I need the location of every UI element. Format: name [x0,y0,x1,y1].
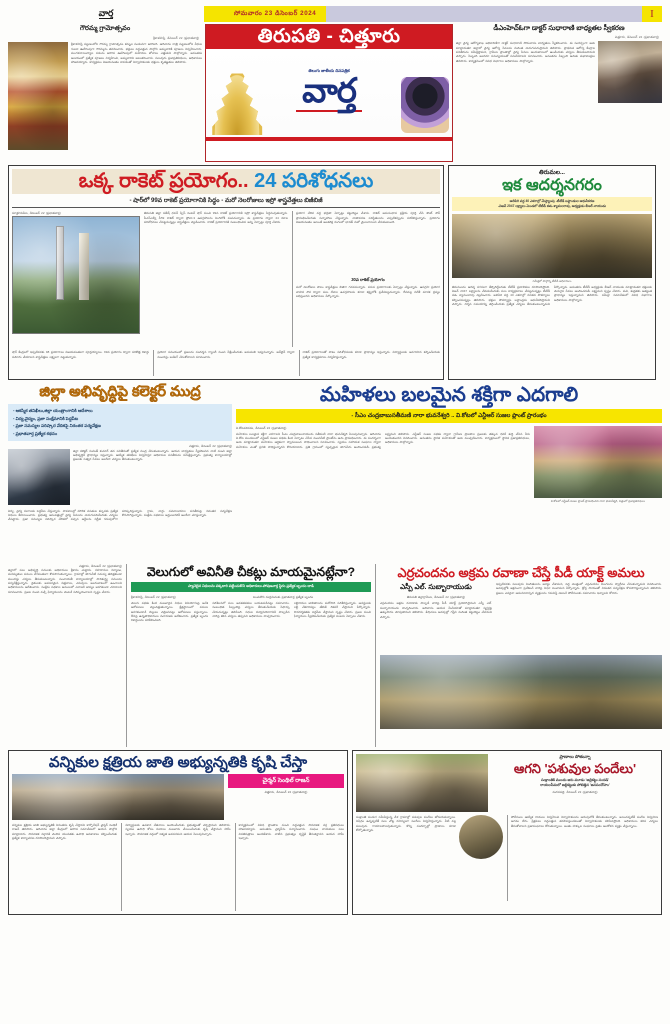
velugu-dateline-right: పెంచుకొని రంధ్రమినుకు ప్రభాతవార్త ప్రత్యేక బృందం [253,594,314,599]
collector-story [8,383,232,560]
rocket-col2: ప్రయోగ వేదిక వద్ద భద్రతా ఏర్పాట్లు కట్టుదిట్టం చేశారు. రాకెట్ అనుసంధాన ప్రక్రియ పూర్తి చేసి కౌంట్ డౌన్ ప్రారంభించేందుకు సన్నాహాలు చేస్తున్నారు. వాతావరణ పరిస్థితులను ఎప్పటికప్పుడు పరిశీలిస్తున్నారు. ప్రయోగం విజయవంతం అయితే అంతరిక్ష రంగంలో భారత్ మరో మైలురాయిని చేరుకుంటుంది. [296,211,440,225]
masthead-wordmark: వార్త [296,74,362,112]
rocket-bottom-col2: ప్రయోగ సమయంలో ప్రజలను సందర్శన గ్యాలరీ నుంచి వీక్షించేందుకు అనుమతి ఇవ్వనున్నారు. ఆన్‌లైన్ ద్వారా ముందస్తు బుకింగ్ చేసుకోవాలని సూచించారు. [153,350,294,376]
mahila-story [236,383,662,560]
top-left-dateline: శ్రీకాళహస్తి, డిసెంబర్ 22 (ప్రభాతవార్త) [153,36,200,40]
rocket-story [8,165,444,380]
section-bottom [8,750,662,915]
velugu-col2: పరిశీలనలో పలు అవకతవకలు బయటపడినట్లు సమాచారం. సంబంధిత సిబ్బందిపై చర్యలు తీసుకునేందుకు సిఫార్సు చేయనున్నట్లు తెలిసింది. నిధుల దుర్వినియోగానికి పాల్పడిన వారిపై కఠిన చర్యలు తప్పవని అధికారులు హెచ్చరించారు. [212,601,290,619]
jallikattu-crowd-photo [356,754,488,812]
collector-bullet-4: - ప్రభాతవార్త ప్రత్యేక కథనం [13,431,58,437]
aagani-col1: సంక్రాంతి పండుగ సమీపిస్తున్న వేళ గ్రామాల్లో పశువుల పందేలు జోరందుకున్నాయి. నిషేధం ఉన్నప్పటికీ పలు చోట్ల రహస్యంగా పందేలు నిర్వహిస్తున్నారు. వీటి వల్ల పలువురు గాయాలపాలవుతున్నారు. కొన్ని సందర్భాల్లో ప్రాణాలు కూడా కోల్పోతున్నారు. [356,815,456,833]
top-right-headline: డీఎంహెచ్ఓగా డాక్టర్ సుధారాణి బాధ్యతల స్వీకరణ [493,25,625,32]
tirumala-body: తిరుమలను ఆదర్శ నగరంగా తీర్చిదిద్దేందుకు టీటీడీ ప్రణాళికలు రూపొందిస్తోంది. విజన్ 2047 లక్ష్యాలను చేరుకునేందుకు పలు కార్యక్రమాలు చేపట్టనున్నట్లు టీటీడీ ఈఓ శ్యామలరావు వెల్లడించారు. అలిపిరి వద్ద 40 ఎకరాల్లో నూతన సౌకర్యాలు కల్పించనున్నట్లు తెలిపారు. భక్తుల సౌకర్యార్థం బస్టాండ్లను ఆధునీకరిస్తామని చెప్పారు. దర్శన సమయాన్ని తగ్గించేందుకు ప్రత్యేక చర్యలు తీసుకుంటున్నామని పేర్కొన్నారు. అనంతరం టీటీడీ అధ్యక్షుడు బీఆర్ నాయుడు మాట్లాడుతూ భక్తులకు మెరుగైన సేవలు అందించడమే లక్ష్యమని స్పష్టం చేశారు. శుచి, శుభ్రతకు అత్యంత ప్రాధాన్యం ఇస్తున్నామని తెలిపారు. సమీక్షా సమావేశంలో వివిధ విభాగాల అధికారులు పాల్గొన్నారు. [452,284,652,307]
sujala-plant-inauguration-photo [534,426,662,498]
small-masthead [8,6,204,22]
date-text: సోమవారం 23 డిసెంబర్ 2024 [234,10,317,17]
velugu-col3: లబ్ధిదారుల జాబితాలను మరోసారి పరిశీలిస్తున్నారు. అనర్హులకు లబ్ధి చేకూరినట్లు తేలితే రికవరీ చేస్తామని పేర్కొన్నారు. పారదర్శకతకు పెద్దపీట వేస్తామని స్పష్టం చేశారు. ప్రజల నుంచి ఫిర్యాదులు స్వీకరించేందుకు ప్రత్యేక నంబరు ఏర్పాటు చేశారు. [293,601,371,619]
collector-dateline: చిత్తూరు, డిసెంబర్ 22 (ప్రభాతవార్త) [189,444,232,449]
top-strip [8,6,662,22]
collector-bullet-1: - ఆకస్మిక తనిఖీలు,జిల్లా యంత్రాంగానికి ఆదేశాలు [13,407,93,413]
aagani-story [352,750,662,915]
tirumala-story [448,165,656,380]
vanni-col2: విద్యార్థులకు ఉపకార వేతనాలు అందించేందుకు ప్రభుత్వంతో చర్చిస్తామని తెలిపారు. స్వయం ఉపాధి కోసం రుణాలు మంజూరు చేయించేందుకు కృషి చేస్తామని హామీ ఇచ్చారు. సామాజిక వర్గంలో ఐక్యత అవసరమని ఆయన పిలుపునిచ్చారు. [121,823,230,911]
vanni-dateline: చిత్తూరు, డిసెంబర్ 22 (ప్రభాతవార్త) [264,789,308,794]
erra-col2: ఇప్పటివరకు పలువురు నిందితులను అరెస్టు చేశామని, పెద్ద మొత్తంలో ఎర్రచందనం దుంగలను స్వాధీనం చేసుకున్నామని వివరించారు. అడవుల్లోకి అక్రమంగా ప్రవేశించే వారిపై నిఘా పెంచామని పేర్కొన్నారు. డ్రోన్ల సాయంతో నిరంతర పర్యవేక్షణ కొనసాగిస్తున్నామని తెలిపారు. ప్రజలు ఎవరైనా అనుమానాస్పద వ్యక్తులను గమనిస్తే వెంటనే పోలీసులకు సమాచారం ఇవ్వాలని కోరారు. [496,582,662,595]
rocket-dateline: సూళ్లూరుపేట, డిసెంబర్ 22 (ప్రభాతవార్త) [12,211,61,216]
rocket-col1: తిరుపతి జిల్లా సతీష్ ధవన్ స్పేస్ సెంటర్ షార్ నుంచి 99వ రాకెట్ ప్రయోగానికి ఇస్రో శాస్త్రవేత్తలు సిద్ధమవుతున్నారు. పీఎస్ఎల్వీ సీ59 రాకెట్ ద్వారా ప్రోబా-3 ఉపగ్రహాలను నింగిలోకి పంపనున్నారు. ఈ ప్రయోగం ద్వారా 24 రకాల పరిశోధనలు చేపట్టనున్నట్లు శాస్త్రవేత్తలు వెల్లడించారు. రాకెట్ ప్రయోగానికి సంబంధించిన అన్ని ఏర్పాట్లు పూర్తి చేశారు. [144,211,288,225]
launch-tower-shape [56,226,64,300]
date-bar-spacer [326,6,642,22]
mahila-banner: - సీఎం చంద్రబాబుసతీమణి నారా భువనేశ్వరి .. వి.కోటలో ఎన్టీఆర్ సుజల ప్లాంట్ ప్రారంభం [236,409,662,423]
bull-circle-photo [459,815,503,859]
mahila-photo-caption: వి.కోటలో ఎన్టీఆర్ సుజల ప్లాంట్ ప్రారంభించిన నారా భువనేశ్వరి, చిత్రంలో ప్రజాప్రతినిధులు [550,499,646,504]
tirumala-bullet-2: -విజన్ 2047 లక్ష్యాలు మెండలో టీటీడీ ఈఓ శ్యామలరావు, అధ్యక్షుడు బీఆర్ నాయుడు [498,203,606,208]
erra-col1: ఎర్రచందనం అక్రమ రవాణాకు పాల్పడే వారిపై పీడీ యాక్ట్ ప్రయోగిస్తామని ఎస్పీ ఎల్. సుబ్బారాయుడు హెచ్చరించారు. ఆదివారం ఆయన మీడియాతో మాట్లాడుతూ స్మగ్లర్లపై ఉక్కుపాదం మోపుతామని తెలిపారు. శేషాచలం అడవుల్లో గస్తీని మరింత కట్టుదిట్టం చేశామని చెప్పారు. [380,601,492,619]
erra-dateline: తిరుపతి జిల్లాగ్రామీణ, డిసెంబర్ 22 (ప్రభాతవార్త) [406,595,466,600]
velugu-story [126,564,376,747]
vanni-col1: వన్నికుల క్షత్రియ జాతి అభ్యున్నతికి నిరంతరం కృషి చేస్తానని కార్పొరేషన్ చైర్మన్ సెంథిల్ రాజన్ తెలిపారు. ఆదివారం జిల్లా కేంద్రంలో జరిగిన సమావేశంలో ఆయన పాల్గొని మాట్లాడారు. సామాజిక వర్గానికి చెందిన యువతకు ఉపాధి అవకాశాలు కల్పించేందుకు ప్రత్యేక కార్యాచరణ రూపొందిస్తామని చెప్పారు. [12,822,118,840]
aagani-col2: పోలీసులు ఆకస్మిక దాడులు నిర్వహించి నిర్వాహకులను అదుపులోకి తీసుకుంటున్నారు. అయినప్పటికీ పందేల నిర్వహణ ఆగడం లేదు. ప్రేక్షకులు పెద్దఎత్తున తరలివస్తుండటంతో నిర్వాహకులకు కలిసివస్తోంది. అధికారులు కఠిన చర్యలు తీసుకోవాలని ప్రజాసంఘాలు కోరుతున్నాయి. జంతు హక్కుల సంఘాలు సైతం ఆందోళన వ్యక్తం చేస్తున్నాయి. [507,815,658,901]
collector-bullets [8,404,232,442]
collector-portrait-photo [8,449,70,505]
date-bar [204,6,642,22]
rocket-launchpad-photo [12,216,140,334]
vanni-col3: కార్యక్రమంలో వివిధ ప్రాంతాల నుంచి పెద్దఎత్తున సామాజిక వర్గ ప్రతినిధులు హాజరయ్యారు. అనంతరం చైర్మన్‌ను సన్మానించారు. సంఘం నాయకులు పలు వినతిపత్రాలు అందజేశారు. వాటిని ప్రభుత్వం దృష్టికి తీసుకెళ్తానని ఆయన హామీ ఇచ్చారు. [235,823,344,911]
rocket-subhead: - షార్‌లో 99వ రాకెట్ ప్రయోగానికి సిద్ధం - మరో నెలరోజులు ఇస్రో శాస్త్రవేత్తలు బిజీబిజీ [12,194,440,208]
collector-headline: జిల్లా అభివృద్ధిపై కలెక్టర్ ముద్ర [39,384,201,401]
masthead [205,24,453,162]
aagani-sub-1: సంక్రాంతికి ముందు జరు మూడు 'జల్లికట్టు సందడి' [540,777,610,782]
rocket-bottom-col1: షార్ కేంద్రంలో ఇప్పటివరకు 98 ప్రయోగాలు విజయవంతంగా పూర్తయ్యాయి. 99వ ప్రయోగం ద్వారా సరికొత్త రికార్డు నమోదు చేయాలని శాస్త్రవేత్తలు లక్ష్యంగా పెట్టుకున్నారు. [12,350,150,359]
edition-title: తిరుపతి - చిత్తూరు [206,25,452,49]
tirumala-bullets [452,197,652,211]
vanni-headline: వన్నికుల క్షత్రియ జాతి అభ్యున్నతికి కృషి చేస్తా [48,754,308,772]
velugu-dateline-left: శ్రీకాళహస్తి, డిసెంబర్ 22 (ప్రభాతవార్త) [131,594,176,599]
top-left-story [8,24,202,162]
aagani-dateline: మదనపల్లె, డిసెంబర్ 22 (ప్రభాతవార్త) [552,790,598,795]
velugu-col1: వెలుగు పథకం కింద మంజూరైన నిధుల వినియోగంపై అనేక ఆరోపణలు వెల్లువెత్తుతున్నాయి. క్షేత్రస్థాయిలో పనులు జరగకుండానే బిల్లులు చెల్లించినట్లు ఆరోపణలు వస్తున్నాయి. దీనిపై ఉన్నతాధికారులు విచారణకు ఆదేశించారు. ప్రత్యేక బృందం రికార్డులను పరిశీలించింది. [131,601,209,623]
left-mid-body: జిల్లాలో పలు అభివృద్ధి పనులకు అధికారులు శ్రీకారం చుట్టారు. రహదారుల నిర్మాణం, మరమ్మతుల పనులు వేగవంతంగా కొనసాగుతున్నాయి. గ్రామాల్లో తాగునీటి సమస్య తలెత్తకుండా ముందస్తు చర్యలు తీసుకుంటున్నారు. పంచాయతీ కార్యాలయాల్లో పారిశుద్ధ్య పనులను పర్యవేక్షిస్తున్నారు. రైతులకు అవసరమైన విత్తనాలు, ఎరువులు అందుబాటులో ఉంచాలని అధికారులను ఆదేశించారు. సంక్షేమ పథకాల అమలులో ఎలాంటి జాప్యం జరగకుండా చూడాలని సూచించారు. ప్రజల నుంచి వచ్చే ఫిర్యాదులను వెంటనే పరిష్కరించాలని స్పష్టం చేశారు. [8,568,122,594]
page-number: I [642,6,662,22]
masthead-tagline: తెలుగు జాతీయ దినపత్రిక [308,68,350,73]
aagani-sub-2: రాయలసీమలో జల్లికట్టుకు పోటెత్తిన 'జనసందోహం' [540,783,610,788]
top-right-dateline: చిత్తూరు, డిసెంబర్ 22 (ప్రభాతవార్త) [614,34,659,39]
masthead-row [8,24,662,162]
top-right-story [456,24,662,162]
section-velugu-erra [8,564,662,747]
velugu-banner: ప్యానెలైన నిధులను పక్కదారి పట్టించుకొని అధికారులు-పోషణవార్త స్థిరం ప్రత్యేక బృందం దాడి [131,582,371,592]
section-rocket-tirumala [8,165,662,380]
left-mid-story [8,564,122,747]
deity-idol-icon [401,77,449,133]
community-meeting-photo [12,774,224,820]
velugu-headline: వెలుగులో అవినీతి చీకట్లు మాయమైనట్లేనా? [146,564,356,579]
left-mid-dateline: చిత్తూరు, డిసెంబర్ 22 (ప్రభాతవార్త) [79,563,122,568]
mahila-headline: మహిళలు బలమైన శక్తిగా ఎదగాలి [319,384,579,407]
top-right-body: జిల్లా వైద్య ఆరోగ్యశాఖ అధికారిణిగా డాక్టర్ సుధారాణి సోమవారం బాధ్యతలు స్వీకరించారు. ఈ సందర్భంగా ఆమె మాట్లాడుతూ జిల్లాలో వైద్య ఆరోగ్య సేవలను మరింత మెరుగుపరుస్తామని తెలిపారు. ప్రాథమిక ఆరోగ్య కేంద్రాల పనితీరును సమీక్షిస్తామని, గ్రామీణ ప్రాంతాల్లో వైద్య సేవలు అందుబాటులో ఉంచేందుకు చర్యలు తీసుకుంటామని చెప్పారు. సిబ్బంది అందరూ సమన్వయంతో పనిచేయాలని సూచించారు. అనంతరం సిబ్బంది ఆమెకు శుభాకాంక్షలు తెలిపారు. కార్యక్రమంలో వివిధ విభాగాల అధికారులు పాల్గొన్నారు. [455,41,595,63]
masthead-logo-area [206,49,452,137]
collector-bullet-3: - ప్రజా సమస్యల పరిష్కార వేదికపై నిరంతర పర్యవేక్షణ [13,423,101,429]
masthead-bottom-rule [206,137,452,141]
ttd-review-meeting-photo [452,214,652,278]
small-wordmark: వార్త [98,7,114,18]
deity-procession-photo [8,42,68,150]
launch-vehicle-shape [79,233,89,300]
temple-gopuram-icon [211,65,263,135]
collector-body-1: జిల్లా కలెక్టర్ సుమిత్ కుమార్ తన పనితీరుతో ప్రత్యేక ముద్ర వేసుకుంటున్నారు. ఆయన బాధ్యతలు స్వీకరించిన నాటి నుంచి జిల్లా అభివృద్ధికి ప్రాధాన్యం ఇస్తున్నారు. ఆకస్మిక తనిఖీలు నిర్వహిస్తూ అధికారుల పనితీరును సమీక్షిస్తున్నారు. ప్రభుత్వ కార్యాలయాల్లో ప్రజలకు సత్వర సేవలు అందేలా చర్యలు తీసుకుంటున్నారు. [73,448,232,462]
tirumala-bullet-1: అలిపిరి వద్ద 40 ఎకరాల్లో మేస్త్యాంపు -టీటీడీ బస్టాండుల ఆధునీకరణ [509,198,595,203]
dmho-officer-photo [598,41,662,103]
mahila-dateline: వి.కోటపరిసరం, డిసెంబర్ 22 (ప్రభాతవార్త) [236,426,287,431]
aagani-kicker: ప్రాణాలు పోతున్నా [559,754,591,760]
tirumala-photo-caption: సమీక్షలో పాల్గొన్న టీటీడీ అధికారులు [532,278,572,283]
vanni-story [8,750,348,915]
top-left-body: శ్రీకాళహస్తి పట్టణంలోని గౌరమ్మ గ్రామోత్సవం కన్నుల పండువగా జరిగింది. ఆదివారం రాత్రి పట్టణంలోని వీధుల గుండా ఊరేగింపుగా గౌరమ్మను తరలించారు. భక్తులు పెద్దఎత్తున పాల్గొని అమ్మవారికి పూజలు నిర్వహించారు. మంగళవాయిద్యాల నడుమ జరిగిన ఊరేగింపులో మహిళలు బోనాలు ఎత్తుకుని పాల్గొన్నారు. అనంతరం ఆలయంలో ప్రత్యేక పూజలు నిర్వహించి, అమ్మవారిని అలంకరించారు. పలువురు ప్రజాప్రతినిధులు, అధికారులు హాజరయ్యారు. కార్యక్రమం విజయవంతం కావడంతో నిర్వాహకులకు భక్తులు కృతజ్ఞతలు తెలిపారు. [71,42,203,64]
rocket-headline-part1: ఒక్క రాకెట్ ప్రయోగం.. [78,170,249,192]
rocket-bottom-col3: రాకెట్ ప్రయోగాలతో పాటు పరిశోధనలకు కూడా ప్రాధాన్యం ఇస్తున్నారు. విద్యార్థులకు అవగాహన కల్పించేందుకు ప్రత్యేక కార్యక్రమాలు నిర్వహిస్తున్నారు. [299,350,440,376]
erra-story [380,564,662,747]
tirumala-kicker: తిరుమల... [539,170,565,176]
section-collector-mahila [8,383,662,560]
erra-headline: ఎర్రచందనం అక్రమ రవాణా చేస్తే పీడీ యాక్ట్ అమలు [397,564,645,580]
police-press-meet-photo [380,655,662,729]
collector-bullet-2: - విద్య,వైద్యం, ప్రజా సంక్షేమానికి పెద్దపీట [13,415,79,421]
erra-byline: ఎస్పీ ఎల్. సుబ్బారాయుడు [400,584,472,592]
tirumala-headline: ఇక ఆదర్శనగరం [502,177,602,194]
rocket-inset-title: 30వ రాకెట్ ప్రయోగం [351,277,385,283]
rocket-headline-banner [12,169,440,194]
vanni-chairman-badge: చైర్మన్ సెంథిల్ రాజన్ [228,774,344,788]
rocket-headline-part2: 24 పరిశోధనలు [254,170,374,192]
top-left-kicker: గౌరమ్మ గ్రామోత్సవం [80,25,131,32]
mahila-body-text: మహిళలు బలమైన శక్తిగా ఎదగాలని సీఎం చంద్రబాబునాయుడు సతీమణి నారా భువనేశ్వరి పిలుపునిచ్చారు. ఆదివారం వి.కోట మండలంలో ఎన్టీఆర్ సుజల పథకం కింద ఏర్పాటు చేసిన మంచినీటి ప్లాంట్‌ను ఆమె ప్రారంభించారు. ఈ సందర్భంగా ఆమె మాట్లాడుతూ మహిళలు ఆర్థికంగా స్వావలంబన సాధించాలని సూచించారు. స్వయం సహాయక సంఘాల ద్వారా మహిళలు ఎంతో ప్రగతి సాధిస్తున్నారని కొనియాడారు. ప్రతి గ్రామంలో స్వచ్ఛమైన తాగునీరు అందించడమే ప్రభుత్వ లక్ష్యమని తెలిపారు. ఎన్టీఆర్ సుజల పథకం ద్వారా గ్రామీణ ప్రాంతాల ప్రజలకు తక్కువ ధరకే శుద్ధి చేసిన నీరు అందుతుందని వివరించారు. అనంతరం స్థానిక మహిళలతో ఆమె ముచ్చటించారు. కార్యక్రమంలో స్థానిక ప్రజాప్రతినిధులు, అధికారులు పాల్గొన్నారు. [236,431,530,449]
collector-body-2: విద్య, వైద్య రంగాలకు పెద్దపీట వేస్తున్నారు. పాఠశాలల్లో మౌలిక వసతుల కల్పనకు ప్రత్యేక నిధులు కేటాయించారు. ప్రభుత్వ ఆసుపత్రుల్లో వైద్య సేవలను మెరుగుపరిచేందుకు చర్యలు చేపట్టారు. ప్రజా సమస్యల పరిష్కార వేదికలో వచ్చిన అర్జీలను నిర్ణీత గడువులోగా పరిష్కరిస్తున్నారు. గ్రామ, వార్డు సచివాలయాల పనితీరుపై నిరంతర పర్యవేక్షణ కొనసాగిస్తున్నారు. సంక్షేమ పథకాలు అర్హులందరికీ అందేలా చూస్తున్నారు. [8,508,232,522]
aagani-headline: ఆగని 'పశువుల పందేలు' [513,761,637,777]
rocket-col3: మరో నెలరోజుల పాటు శాస్త్రవేత్తలు బిజీగా గడపనున్నారు. వరుస ప్రయోగాలకు ఏర్పాట్లు చేస్తున్నారు. ఉపగ్రహ ప్రయోగ వాహక నౌక ద్వారా పలు దేశాల ఉపగ్రహాలను కూడా కక్ష్యలోకి ప్రవేశపెట్టనున్నారు. దీనివల్ల విదేశీ మారక ద్రవ్యం లభిస్తుందని అధికారులు పేర్కొన్నారు. [296,285,440,299]
